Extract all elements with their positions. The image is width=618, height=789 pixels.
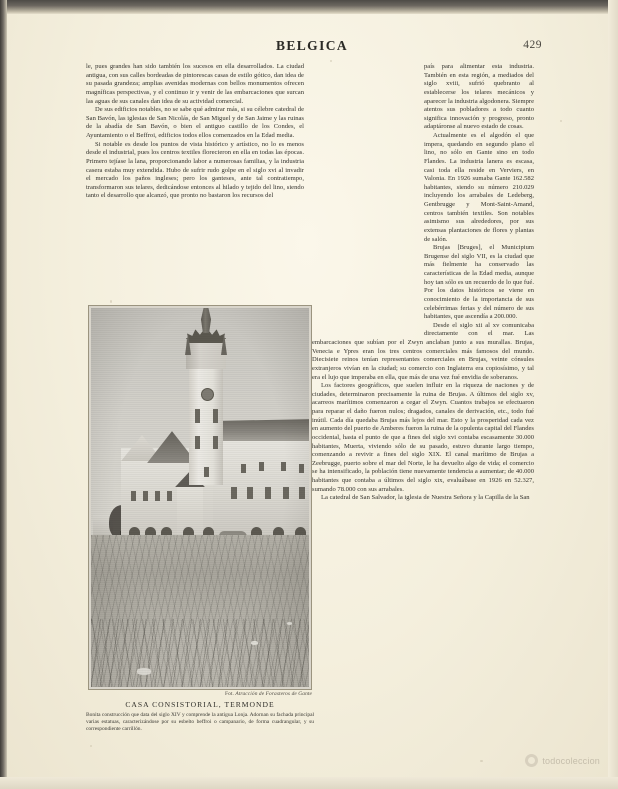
figure-photograph (88, 305, 312, 690)
figure-caption-body: Bonita construcción que data del siglo XIV y comprende la antigua Lonja. Adornan su fachada principal varias estatuas, caracterizándose por su esbelto beffroi o campanario, de forma cuadrangular, y su correspondiente carrillón. (86, 712, 314, 733)
watermark-logo-icon (525, 754, 538, 767)
running-header (86, 38, 542, 58)
photo-roof (213, 419, 309, 441)
paragraph: De sus edificios notables, no se sabe qué admirar más, si su célebre catedral de San Bavón, las iglesias de San Nicolás, de San Miguel y de San Jaime y las ruinas de la abadía de San Bavón, o bien el antiguo castillo de los Condes, el Ayuntamiento o el Beffroi, edificios todos ellos comenzados en la Edad media. (86, 106, 304, 139)
paragraph: La catedral de San Salvador, la iglesia de Nuestra Señora y la Capilla de la San (321, 494, 530, 502)
photo-window (204, 467, 209, 477)
photo-window (213, 409, 218, 423)
photo-window (283, 487, 289, 499)
figure-caption-title: CASA CONSISTORIAL, TERMONDE (125, 700, 275, 709)
photo-window (195, 436, 200, 449)
photo-window (155, 491, 160, 501)
photo-window (167, 491, 172, 501)
paragraph: país para alimentar esta industria. También en esta región, a mediados del siglo xviii, sufrió quebranto al establecerse los telares mecánicos y aparecer la industria algodonera. Siempre atentos sus pobladores a todo cuanto significa innovación y progreso, pronto adaptáronse al nuevo estado de cosas. (424, 63, 534, 131)
photo-window (131, 491, 136, 501)
text-column-right (312, 63, 534, 503)
photo-window (143, 491, 148, 501)
text-column-left (86, 63, 304, 201)
paragraph: Los factores geográficos, que suelen influir en la riqueza de naciones y de ciudades, determinaron precisamente la ruina de Brujas. A últimos del siglo xv, acarreos marítimos comenzaron a cegar el Zwyn. Cuantos trabajos se efectuaron para reparar el daño fueron nulos; dragados, canales de derivación, etc., todo fué inútil. Cada día quedaba Brujas más lejos del mar. Esto y la prosperidad cada vez en aumento del puerto de Amberes fueron la ruina de la opulenta capital del Flandes occidental, hasta el punto de que a fines del siglo xvi contaba escasamente 30.000 habitantes, Muerta, viviendo sólo de su pasado, estuvo durante largo tiempo, comenzando a revivir a fines del siglo XIX. El canal marítimo de Brujas a Zeebrugge, puerto sobre el mar del Norte, le ha devuelto algo de vida; el comercio se ha intensificado, la población tiene nuevamente tendencia a aumentar; de 40.000 habitantes que contaba a últimos del siglo xix, evaluábase en 1926 en 52.327, sumando 78.000 con sus arrabales. (312, 382, 534, 493)
page-title: BELGICA (275, 38, 349, 53)
paragraph: Si notable es desde los puntos de vista histórico y artístico, no lo es menos desde el industrial, pues los centros textiles florecieron en ella en todas las épocas. Primero tejíase la lana, proporcionando labor a numerosas familias, y la industria casera estaba muy extendida. Hubo de sufrir rudo golpe en el siglo xvi al invadir el mercado los paños ingleses; pero los ganteses, ante tal contratiempo, transformaron sus telares, dedicándose entonces al hilado y tejido del lino, siendo tanto el desarrollo que alcanzó, que pronto no bastaron los recursos del (86, 140, 304, 200)
photo-clock-face (201, 388, 214, 401)
photo-window (195, 409, 200, 423)
photo-town-hall-right-wing (213, 433, 309, 541)
watermark-label: todocoleccion (542, 755, 600, 766)
photo-litter (287, 622, 292, 625)
figure-text-wrap-spacer (312, 63, 418, 335)
photo-window (247, 487, 253, 499)
page-number: 429 (523, 39, 542, 51)
photo-cobblestones-foreground (91, 619, 309, 687)
photo-dormer (299, 464, 304, 473)
paragraph: le, pues grandes han sido también los sucesos en ella desarrollados. La ciudad antigua, con sus calles bordeadas de pintorescas casas de estilo gótico, dan idea de su pasada grandeza; amplias avenidas modernas con bellos monumentos ofrecen magníficas perspectivas, y el continuo ir y venir de las embarcaciones que surcan las aguas de sus canales dan idea de su actividad comercial. (86, 63, 304, 105)
paragraph: Brujas [Bruges], el Municipium Brugense del siglo VII, es la ciudad que más fielmente ha conservado las características de la Edad media, aunque hoy tan sólo es un recuerdo de lo que fué. Por los datos históricos se viene en conocimiento de la importancia de sus celebérrimas ferias y del número de sus habitantes, que ascendía a 200.000. (424, 244, 534, 321)
photo-dormer (241, 464, 246, 473)
photo-credit-source: Atracción de Forasteros de Gante (235, 691, 312, 697)
photo-window (213, 436, 218, 449)
photo-credit (88, 691, 312, 697)
paragraph: Actualmente es el algodón el que impera, quedando en segundo plano el lino, no sólo en Gante sino en todo Flandes. La industria lanera es escasa, casi toda ella reside en Verviers, en Valonia. En 1926 sumaba Gante 162.582 habitantes, siendo su número 210.029 incluyendo los arrabales de Ledeberg, Gentbrugge y Mont-Saint-Amand, centros también textiles. Son notables asimismo sus alrededores, por sus extensas plantaciones de flores y plantas de salón. (424, 132, 534, 243)
photo-credit-prefix: Fot. (225, 691, 234, 697)
photo-window (299, 487, 305, 499)
photo-litter (251, 641, 258, 645)
figure-frame (88, 305, 312, 690)
photo-town-hall-termonde (91, 308, 309, 687)
photo-dormer (281, 462, 286, 471)
watermark (525, 754, 600, 767)
photo-window (265, 487, 271, 499)
photo-litter (137, 668, 151, 675)
photo-window (231, 487, 237, 499)
paragraph: Desde el siglo xii al xv comunicaba directamente con el mar. Las embarcaciones que subían por el Zwyn anclaban junto a sus murallas. Brujas, Venecia e Ypres eran los tres centros comerciales más famosos del mundo. Diecisiete reinos tenían representantes comerciales en Brujas, veinte cónsules extranjeros vivían en la ciudad; su comercio con Inglaterra era copiosísimo, y tal era el lujo que imperaba en ella, que más de una vez fué envidia de soberanos. (312, 321, 534, 381)
photo-dormer (259, 462, 264, 471)
